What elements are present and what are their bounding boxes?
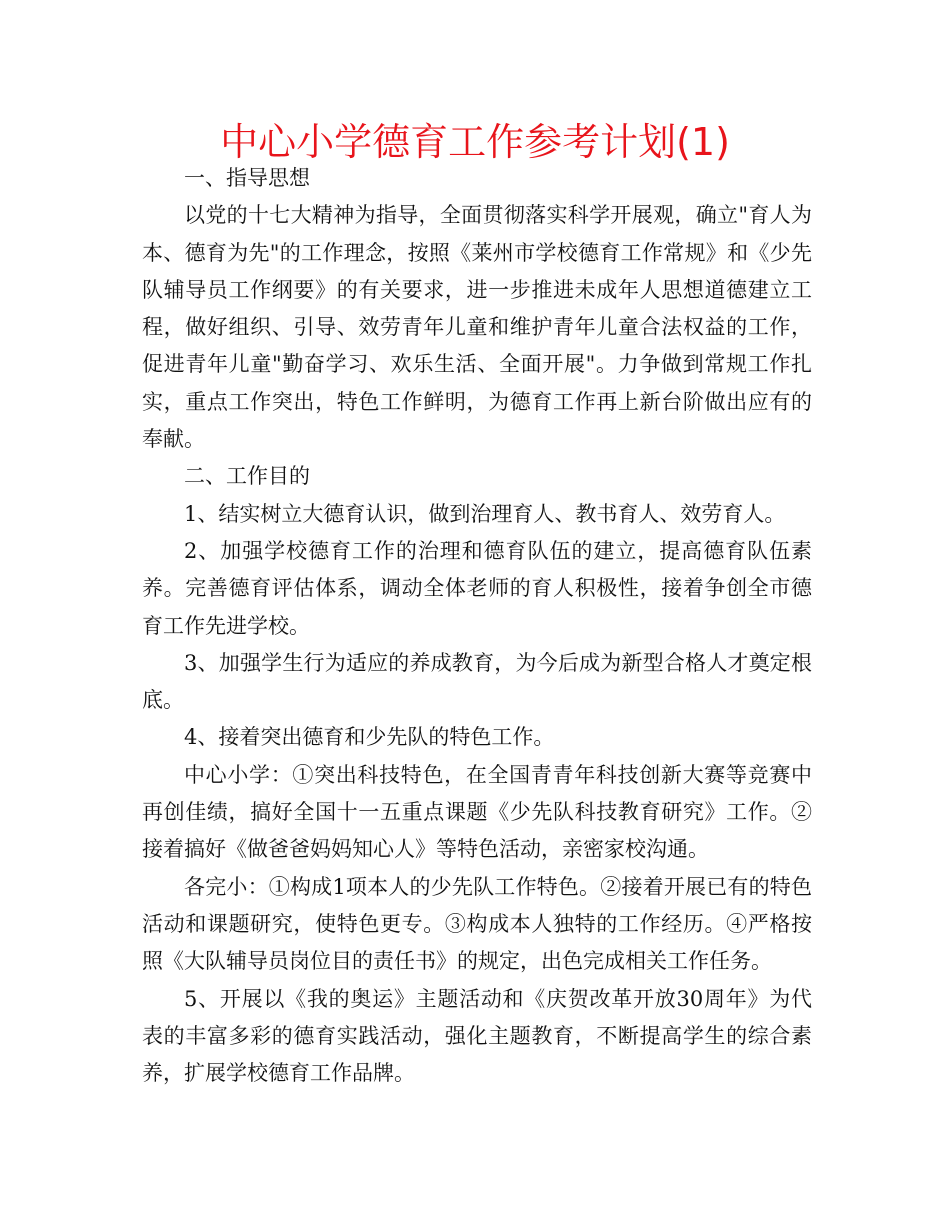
document-body: [142, 160, 812, 1092]
section-heading-work-goals: 二、工作目的: [184, 464, 310, 489]
paragraph-goal-4: 4、接着突出德育和少先队的特色工作。: [184, 725, 555, 750]
document-title: 中心小学德育工作参考计划(1): [220, 120, 730, 164]
paragraph-central-school: 中心小学：①突出科技特色，在全国青青年科技创新大赛等竞赛中再创佳绩，搞好全国十一五重点课题《少先队科技教育研究》工作。②接着搞好《做爸爸妈妈知心人》等特色活动，亲密家校沟通。: [142, 762, 812, 862]
paragraph-guiding-ideology: 以党的十七大精神为指导，全面贯彻落实科学开展观，确立"育人为本、德育为先"的工作理念，按照《莱州市学校德育工作常规》和《少先队辅导员工作纲要》的有关要求，进一步推进未成年人思想道德建立工程，做好组织、引导、效劳青年儿童和维护青年儿童合法权益的工作，促进青年儿童"勤奋学习、欢乐生活、全面开展"。力争做到常规工作扎实，重点工作突出，特色工作鲜明，为德育工作再上新台阶做出应有的奉献。: [142, 203, 812, 452]
section-heading-guiding-ideology: 一、指导思想: [184, 166, 310, 190]
paragraph-primary-schools: 各完小：①构成1项本人的少先队工作特色。②接着开展已有的特色活动和课题研究，使特色更专。③构成本人独特的工作经历。④严格按照《大队辅导员岗位目的责任书》的规定，出色完成相关工作任务。: [142, 874, 812, 974]
paragraph-goal-5: 5、开展以《我的奥运》主题活动和《庆贺改革开放30周年》为代表的丰富多彩的德育实践活动，强化主题教育，不断提高学生的综合素养，扩展学校德育工作品牌。: [142, 986, 812, 1086]
paragraph-goal-2: 2、加强学校德育工作的治理和德育队伍的建立，提高德育队伍素养。完善德育评估体系，调动全体老师的育人积极性，接着争创全市德育工作先进学校。: [142, 538, 812, 638]
paragraph-goal-1: 1、结实树立大德育认识，做到治理育人、教书育人、效劳育人。: [184, 501, 786, 526]
paragraph-goal-3: 3、加强学生行为适应的养成教育，为今后成为新型合格人才奠定根底。: [142, 650, 812, 713]
